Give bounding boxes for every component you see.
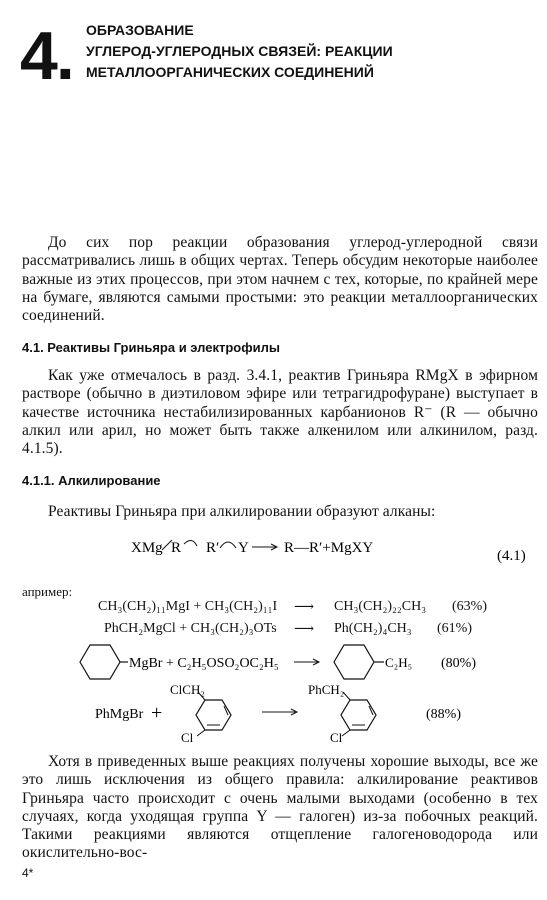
example-reagent: PhMgBr bbox=[95, 707, 144, 722]
equation-reagent: XMg bbox=[131, 540, 163, 556]
example-yield: (61%) bbox=[437, 621, 472, 636]
section-heading-4-1-1: 4.1.1. Алкилирование bbox=[22, 473, 161, 488]
curved-arrow-icon bbox=[184, 540, 197, 546]
example-reaction-benzyl bbox=[0, 680, 547, 744]
ring-substituent-label: Cl bbox=[330, 730, 343, 744]
cyclohexane-ring-icon bbox=[80, 645, 120, 679]
examples-label: апример: bbox=[22, 584, 73, 599]
substituent-label: ClCH₂ bbox=[170, 682, 205, 697]
example-reaction-cyclohexyl bbox=[0, 640, 547, 684]
equation-r-group: R bbox=[171, 540, 182, 556]
cyclohexane-ring-icon bbox=[334, 645, 374, 679]
example-product: C₂H₅ bbox=[385, 655, 413, 670]
example-yield: (88%) bbox=[426, 707, 461, 722]
ring-substituent-label: Cl bbox=[181, 730, 194, 744]
example-product: CH₃(CH₂)₂₂CH₃ bbox=[334, 599, 427, 614]
bond-line bbox=[197, 730, 205, 736]
chapter-title-line: УГЛЕРОД-УГЛЕРОДНЫХ СВЯЗЕЙ: РЕАКЦИИ bbox=[86, 43, 393, 59]
bond-line bbox=[342, 730, 350, 736]
chapter-title-line: МЕТАЛЛООРГАНИЧЕСКИХ СОЕДИНЕНИЙ bbox=[86, 64, 374, 80]
reaction-arrow-icon: ⟶ bbox=[294, 600, 315, 615]
substituent-label: PhCH₂ bbox=[308, 682, 345, 697]
example-reactants: CH₃(CH₂)₁₁MgI + CH₃(CH₂)₁₁I bbox=[98, 599, 278, 614]
closing-paragraph: Хотя в приведенных выше реакциях получены хорошие выходы, все же это лишь исключения из общего правила: алкилирование реактивов Гриньяра часто происходит с очень малыми выходами (особенно в тех случаях, когда уходящая группа Y — галоген) из-за побочных реакций. Такими реакциями являются отщепление галогеноводорода или окислительно-вос- bbox=[22, 753, 538, 862]
example-yield: (80%) bbox=[441, 656, 476, 671]
general-equation bbox=[0, 526, 547, 566]
equation-leaving-group: Y bbox=[238, 540, 249, 556]
equation-electrophile: R′ bbox=[206, 540, 220, 556]
example-product: Ph(CH₂)₄CH₃ bbox=[334, 621, 412, 636]
section-4-1-paragraph: Как уже отмечалось в разд. 3.4.1, реактив Гриньяра RMgX в эфирном растворе (обычно в диэтиловом эфире или тетрагидрофуране) выступает в качестве источника нестабилизированных карбанионов R⁻ (R — обычно алкил или арил, но может быть также алкенилом или алкинилом, разд. 4.1.5). bbox=[22, 367, 538, 458]
section-4-1-1-paragraph: Реактивы Гриньяра при алкилировании образуют алканы: bbox=[48, 503, 436, 520]
equation-number: (4.1) bbox=[497, 548, 526, 564]
example-yield: (63%) bbox=[452, 599, 487, 614]
reaction-arrow-icon: ⟶ bbox=[294, 622, 315, 637]
chapter-number: 4. bbox=[20, 18, 73, 94]
example-reactants: MgBr + C₂H₅OSO₂OC₂H₅ bbox=[129, 656, 279, 671]
equation-products: R—R′+MgXY bbox=[284, 540, 374, 556]
plus-sign: + bbox=[151, 702, 163, 724]
section-heading-4-1: 4.1. Реактивы Гриньяра и электрофилы bbox=[22, 340, 280, 355]
intro-paragraph: До сих пор реакции образования углерод-углеродной связи рассматривались лишь в общих чертах. Теперь обсудим некоторые наиболее важные из этих процессов, при этом начнем с тех, которые, по крайней мере на бумаге, являются самыми простыми: это реакции металлоорганических соединений. bbox=[22, 234, 538, 325]
chapter-title bbox=[86, 20, 536, 83]
chapter-title-line: ОБРАЗОВАНИЕ bbox=[86, 22, 194, 38]
curved-arrow-icon bbox=[220, 542, 236, 548]
example-reactants: PhCH₂MgCl + CH₃(CH₂)₃OTs bbox=[104, 621, 277, 636]
page-number: 4* bbox=[22, 866, 34, 880]
